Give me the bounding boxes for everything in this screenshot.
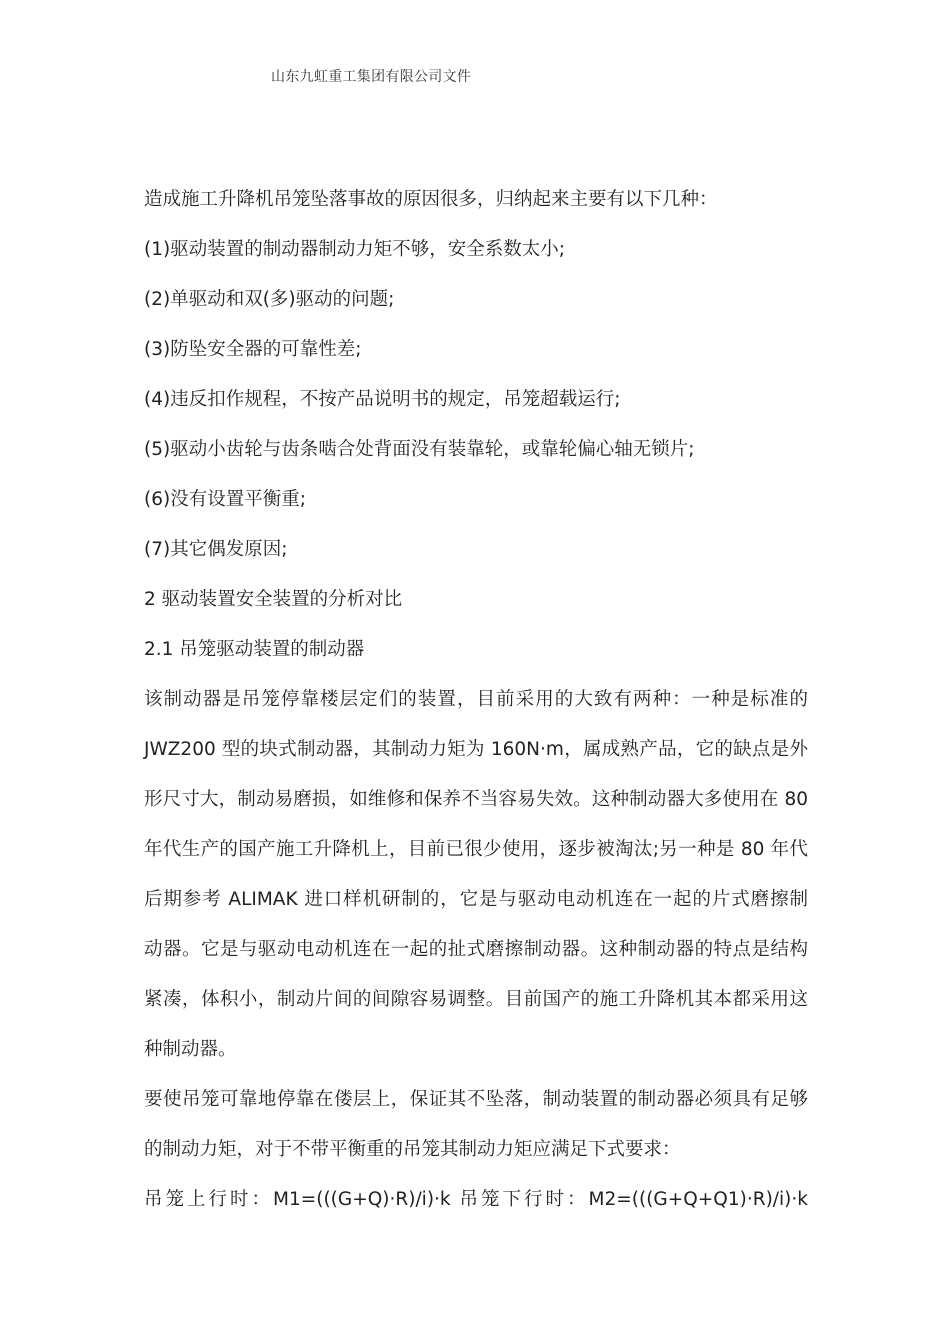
paragraph-1-line-4: 年代生产的国产施工升降机上，目前已很少使用，逐步被淘汰;另一种是 80 年代 [144, 839, 808, 860]
paragraph-2-line-2: 的制动力矩，对于不带平衡重的吊笼其制动力矩应满足下式要求： [144, 1139, 681, 1160]
cause-item-5: (5)驱动小齿轮与齿条啮合处背面没有装靠轮，或靠轮偏心轴无锁片; [144, 439, 695, 460]
section-2-1-heading: 2.1 吊笼驱动装置的制动器 [144, 639, 365, 660]
paragraph-1-line-6: 动器。它是与驱动电动机连在一起的扯式磨擦制动器。这种制动器的特点是结构 [144, 939, 808, 960]
section-2-heading: 2 驱动装置安全装置的分析对比 [144, 589, 403, 610]
cause-item-1: (1)驱动装置的制动器制动力矩不够，安全系数太小; [144, 239, 565, 260]
paragraph-2-line-1: 要使吊笼可靠地停靠在偻层上，保证其不坠落，制动装置的制动器必须具有足够 [144, 1089, 808, 1110]
cause-item-4: (4)违反扣作规程，不按产品说明书的规定，吊笼超载运行; [144, 389, 621, 410]
intro-paragraph: 造成施工升降机吊笼坠落事故的原因很多，归纳起来主要有以下几种： [144, 189, 718, 210]
paragraph-1-line-7: 紧凑，体积小，制动片间的间隙容易调整。目前国产的施工升降机其本都采用这 [144, 989, 808, 1010]
cause-item-3: (3)防坠安全器的可靠性差; [144, 339, 362, 360]
cause-item-7: (7)其它偶发原因; [144, 539, 288, 560]
paragraph-1-line-3: 形尺寸大，制动易磨损，如维修和保养不当容易失效。这种制动器大多使用在 80 [144, 789, 808, 810]
paragraph-1-line-2: JWZ200 型的块式制动器，其制动力矩为 160N·m，属成熟产品，它的缺点是外 [144, 739, 808, 760]
paragraph-1-line-1: 该制动器是吊笼停靠楼层定们的装置，目前采用的大致有两种：一种是标准的 [144, 689, 808, 710]
formula-line: 吊笼上行时：M1=(((G+Q)·R)/i)·k 吊笼下行时：M2=(((G+Q+Q1)·R)/i)·k [144, 1189, 808, 1210]
paragraph-1-line-8: 种制动器。 [144, 1039, 237, 1060]
cause-item-6: (6)没有设置平衡重; [144, 489, 306, 510]
document-header: 山东九虹重工集团有限公司文件 [271, 69, 472, 85]
document-body [144, 175, 808, 1225]
paragraph-1-line-5: 后期参考 ALIMAK 进口样机研制的，它是与驱动电动机连在一起的片式磨擦制 [144, 889, 808, 910]
cause-item-2: (2)单驱动和双(多)驱动的问题; [144, 289, 395, 310]
